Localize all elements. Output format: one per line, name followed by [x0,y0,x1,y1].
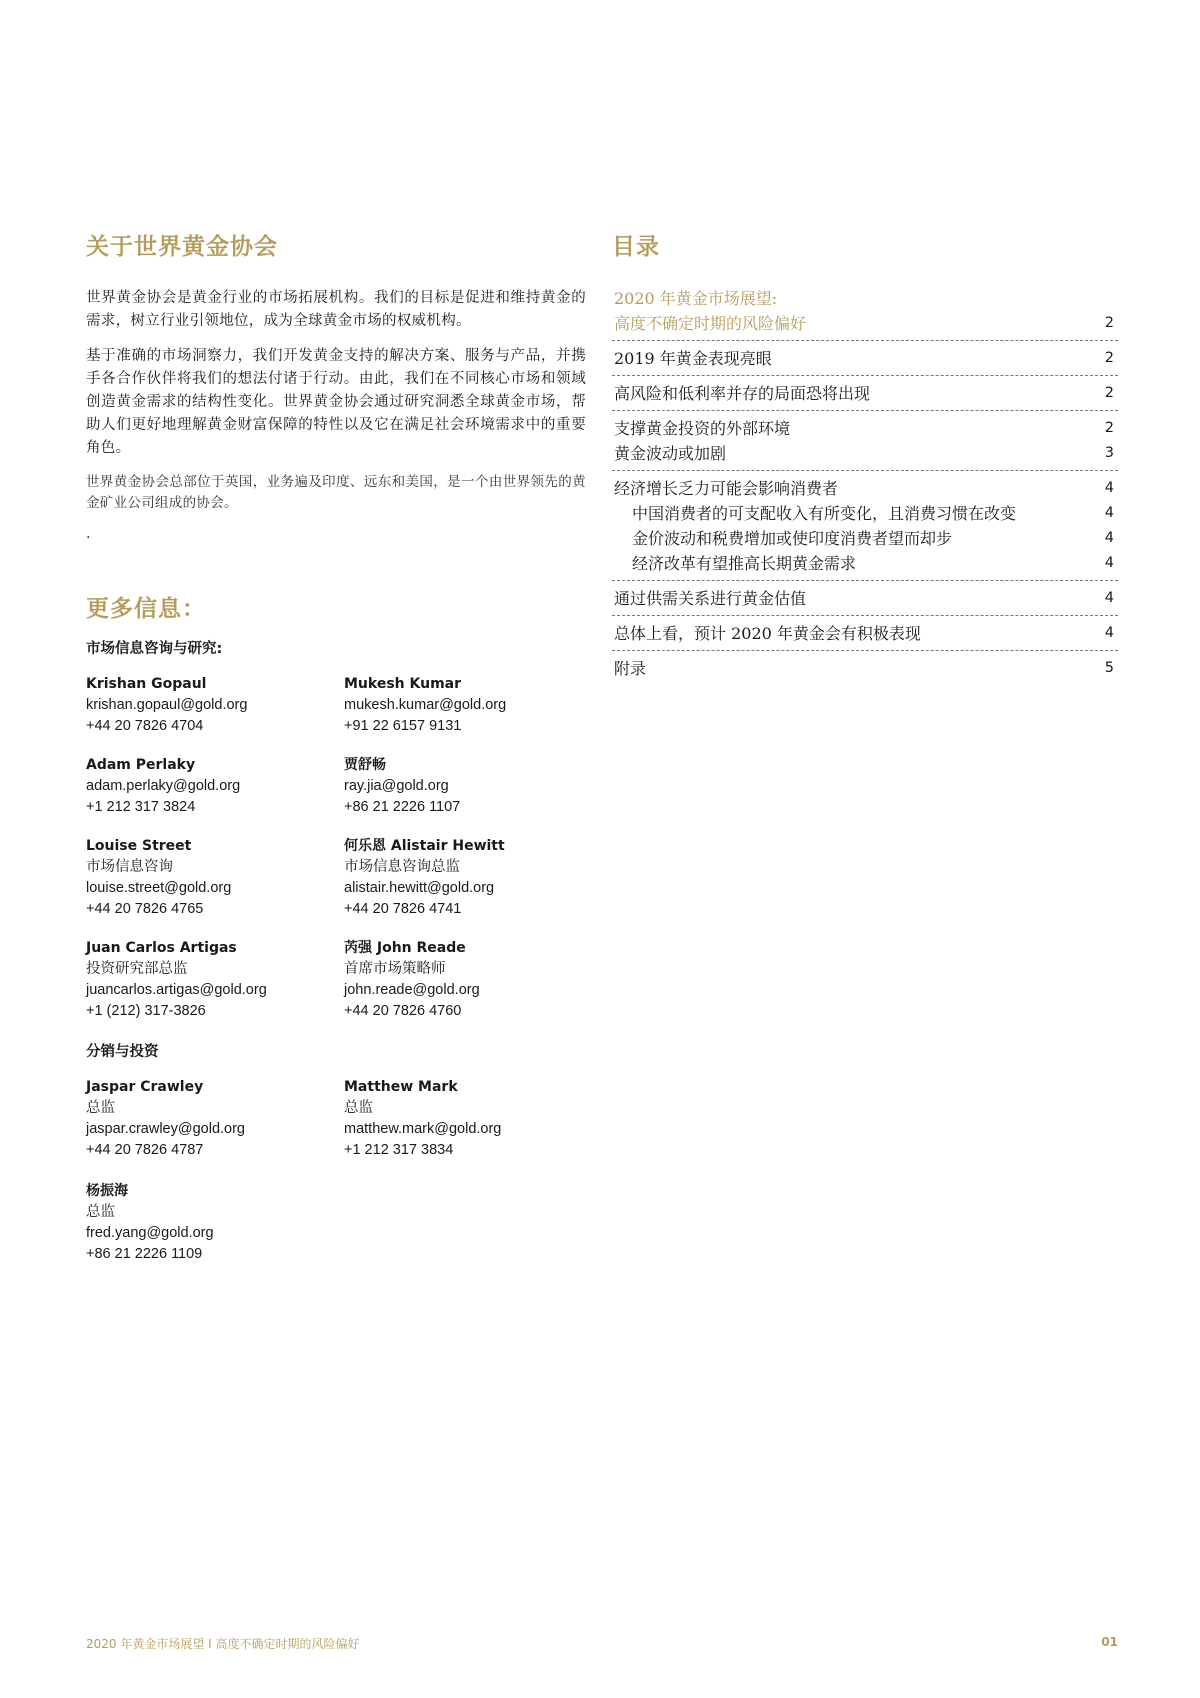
contact-card [344,755,584,818]
contact-phone: +44 20 7826 4765 [86,901,204,917]
toc-divider [612,375,1118,376]
contact-name: Jaspar Crawley [86,1079,204,1095]
contact-email[interactable]: matthew.mark@gold.org [344,1121,502,1137]
toc-entry-label: 黄金波动或加剧 [614,444,727,463]
research-contacts-grid [86,674,586,1022]
contact-email[interactable]: fred.yang@gold.org [86,1225,214,1241]
toc-entry-page: 4 [1104,505,1114,521]
contact-email[interactable]: juancarlos.artigas@gold.org [86,982,267,998]
toc-entry-page: 2 [1104,385,1114,401]
page-footer [86,1635,1118,1652]
footer-title: 2020 年黄金市场展望 I 高度不确定时期的风险偏好 [86,1637,360,1651]
contact-name: 芮强 John Reade [344,940,466,956]
toc-entry-label: 高度不确定时期的风险偏好 [614,314,807,333]
contact-card [86,1077,344,1161]
contact-card [344,674,584,737]
toc-entry[interactable] [612,347,1118,372]
toc-divider [612,340,1118,341]
more-info-section [86,590,586,1265]
contact-phone: +86 21 2226 1107 [344,799,461,815]
about-title: 关于世界黄金协会 [86,234,278,260]
toc-entry[interactable] [612,622,1118,647]
contact-card [86,1181,586,1265]
contact-name: Juan Carlos Artigas [86,940,237,956]
contact-email[interactable]: alistair.hewitt@gold.org [344,880,495,896]
contact-role: 首席市场策略师 [344,961,446,977]
contact-name: 何乐恩 Alistair Hewitt [344,838,505,854]
contact-phone: +44 20 7826 4787 [86,1142,204,1158]
toc-entry[interactable] [612,587,1118,612]
toc-subentry[interactable] [612,502,1118,527]
about-paragraph-1: 世界黄金协会是黄金行业的市场拓展机构。我们的目标是促进和维持黄金的需求，树立行业引领地位，成为全球黄金市场的权威机构。 [86,290,586,329]
left-column [86,228,586,1265]
toc-subentry[interactable] [612,527,1118,552]
toc-entry[interactable] [612,312,1118,337]
toc-entry[interactable] [612,287,1118,312]
contact-phone: +86 21 2226 1109 [86,1246,203,1262]
contact-phone: +1 212 317 3824 [86,799,196,815]
contact-role: 市场信息咨询总监 [344,859,460,875]
contact-role: 总监 [86,1100,115,1116]
toc-entry[interactable] [612,477,1118,502]
contact-card [344,1077,584,1161]
contact-email[interactable]: john.reade@gold.org [344,982,480,998]
toc-entry-label: 经济增长乏力可能会影响消费者 [614,479,839,498]
page-number: 01 [1101,1635,1118,1649]
contact-card [344,938,584,1022]
contact-email[interactable]: krishan.gopaul@gold.org [86,697,248,713]
contact-email[interactable]: ray.jia@gold.org [344,778,449,794]
toc-entry-page: 3 [1104,445,1114,461]
contact-name: Krishan Gopaul [86,676,207,692]
contact-card [86,938,344,1022]
about-paragraph-3: 世界黄金协会总部位于英国，业务遍及印度、远东和美国，是一个由世界领先的黄金矿业公司组成的协会。 [86,474,586,511]
toc-divider [612,410,1118,411]
contact-phone: +44 20 7826 4741 [344,901,462,917]
contact-card [344,836,584,920]
contact-phone: +44 20 7826 4760 [344,1003,462,1019]
contact-role: 总监 [344,1100,373,1116]
contact-name: Mukesh Kumar [344,676,462,692]
toc-entry[interactable] [612,657,1118,682]
toc-divider [612,580,1118,581]
contact-role: 总监 [86,1204,115,1220]
toc-entry-page: 4 [1104,625,1114,641]
toc-entry-label: 支撑黄金投资的外部环境 [614,419,791,438]
contact-name: Adam Perlaky [86,757,196,773]
toc-entry-page: 5 [1104,660,1114,676]
toc-entry-label: 附录 [614,659,647,678]
toc-entry-page: 4 [1104,590,1114,606]
toc-entry-page: 4 [1104,530,1114,546]
toc-entry-page: 2 [1104,420,1114,436]
contact-name: 杨振海 [86,1183,128,1199]
toc-entry-label: 2020 年黄金市场展望: [614,289,778,308]
distribution-contacts-grid [86,1077,586,1161]
toc-entry-label: 经济改革有望推高长期黄金需求 [632,554,857,573]
about-paragraph-2: 基于准确的市场洞察力，我们开发黄金支持的解决方案、服务与产品，并携手各合作伙伴将我们的想法付诸于行动。由此，我们在不同核心市场和领域创造黄金需求的结构性变化。世界黄金协会通过研究洞悉全球黄金市场，帮助人们更好地理解黄金财富保障的特性以及它在满足社会环境需求中的重要角色。 [86,348,586,456]
toc-entry-page: 2 [1104,350,1114,366]
toc-entry-label: 中国消费者的可支配收入有所变化，且消费习惯在改变 [632,504,1017,523]
toc-divider [612,615,1118,616]
toc-entry-page: 4 [1104,480,1114,496]
contact-card [86,674,344,737]
toc-entry-label: 总体上看，预计 2020 年黄金会有积极表现 [614,624,921,643]
distribution-section-title: 分销与投资 [86,1044,159,1060]
contact-role: 投资研究部总监 [86,961,188,977]
toc-divider [612,470,1118,471]
toc-entry-page: 4 [1104,555,1114,571]
contact-name: Matthew Mark [344,1079,458,1095]
toc-entry-label: 金价波动和税费增加或使印度消费者望而却步 [632,529,953,548]
toc-entry-label: 高风险和低利率并存的局面恐将出现 [614,384,871,403]
toc-entry-page: 2 [1104,315,1114,331]
contact-email[interactable]: jaspar.crawley@gold.org [86,1121,245,1137]
contact-email[interactable]: adam.perlaky@gold.org [86,778,241,794]
more-info-title: 更多信息： [86,596,206,622]
contact-phone: +91 22 6157 9131 [344,718,462,734]
contact-phone: +1 (212) 317-3826 [86,1003,206,1019]
contact-card [86,755,344,818]
contact-phone: +44 20 7826 4704 [86,718,204,734]
toc-entry[interactable] [612,417,1118,442]
toc-subentry[interactable] [612,552,1118,577]
toc-entry[interactable] [612,382,1118,407]
toc-entry-label: 通过供需关系进行黄金估值 [614,589,807,608]
toc-divider [612,650,1118,651]
contact-email[interactable]: louise.street@gold.org [86,880,232,896]
contact-email[interactable]: mukesh.kumar@gold.org [344,697,507,713]
contact-phone: +1 212 317 3834 [344,1142,454,1158]
toc-title: 目录 [612,234,660,260]
contact-role: 市场信息咨询 [86,859,173,875]
toc-entry[interactable] [612,442,1118,467]
contact-name: 贾舒畅 [344,757,386,773]
stray-dot: . [86,526,91,542]
contact-name: Louise Street [86,838,192,854]
table-of-contents [612,228,1118,682]
research-section-title: 市场信息咨询与研究: [86,641,223,657]
toc-entry-label: 2019 年黄金表现亮眼 [614,349,772,368]
contact-card [86,836,344,920]
